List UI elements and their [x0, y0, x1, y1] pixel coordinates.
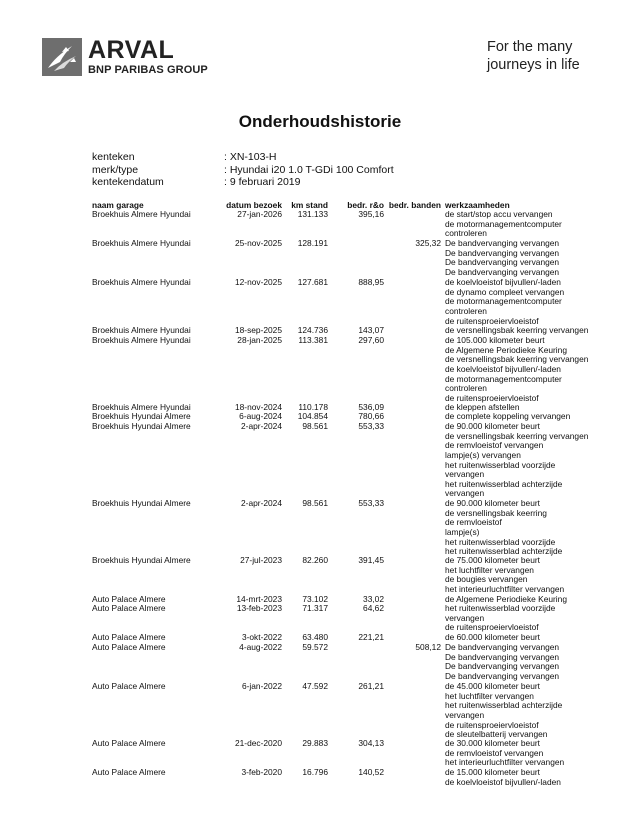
cell-work-line: de koelvloeistof bijvullen/-laden — [445, 277, 561, 287]
cell-work-line: De bandvervanging vervangen — [445, 266, 560, 277]
cell-km: 110.178 — [298, 402, 328, 412]
cell-km: 16.796 — [302, 767, 328, 777]
cell-work-line: de versnellingsbak keerring vervangen — [445, 430, 589, 441]
cell-ro: 536,09 — [358, 402, 384, 412]
cell-work-line: de 45.000 kilometer beurt — [445, 681, 540, 691]
cell-date: 6-aug-2024 — [239, 411, 282, 421]
cell-garage: Broekhuis Almere Hyundai — [92, 402, 191, 412]
vehicle-info-label: kenteken — [92, 151, 135, 163]
cell-work-line: de dynamo compleet vervangen — [445, 286, 565, 297]
cell-date: 27-jan-2026 — [237, 209, 282, 219]
cell-work-line: lampje(s) — [445, 526, 480, 537]
cell-work-line: de remvloeistof — [445, 517, 502, 528]
cell-km: 73.102 — [302, 594, 328, 604]
vehicle-info-label: merk/type — [92, 163, 139, 176]
cell-km: 124.736 — [297, 325, 328, 335]
cell-work-line: de bougies vervangen — [445, 574, 528, 585]
vehicle-info-value: : XN-103-H — [224, 151, 277, 163]
column-header-km: km stand — [291, 200, 328, 210]
cell-work-line: de koelvloeistof bijvullen/-laden — [445, 363, 561, 374]
cell-ro: 297,60 — [358, 335, 384, 345]
cell-work-line: lampje(s) vervangen — [445, 449, 521, 460]
cell-work-line: het luchtfilter vervangen — [445, 690, 534, 701]
brand-subtitle: BNP PARIBAS GROUP — [88, 64, 208, 76]
cell-work-line: de 75.000 kilometer beurt — [445, 555, 540, 565]
brand-name: ARVAL — [88, 36, 175, 64]
column-header-garage: naam garage — [92, 200, 144, 210]
cell-ro: 64,62 — [363, 603, 384, 613]
cell-km: 29.883 — [302, 738, 328, 748]
cell-work-line: de motormanagementcomputer — [445, 218, 562, 229]
cell-work-line: de versnellingsbak keerring — [445, 507, 547, 518]
cell-ro: 33,02 — [363, 594, 384, 604]
column-header-tires: bedr. banden — [388, 200, 441, 210]
cell-km: 128.191 — [297, 238, 328, 248]
cell-ro: 304,13 — [358, 738, 384, 748]
cell-ro: 140,52 — [358, 767, 384, 777]
cell-work-line: het ruitenwisserblad achterzijde — [445, 478, 563, 489]
cell-ro: 221,21 — [358, 632, 384, 642]
cell-work-line: De bandvervanging vervangen — [445, 661, 560, 672]
arval-logo — [42, 38, 208, 76]
cell-ro: 143,07 — [358, 325, 384, 335]
cell-work-line: vervangen — [445, 612, 485, 623]
cell-date: 14-mrt-2023 — [236, 594, 282, 604]
cell-work-line: de Algemene Periodieke Keuring — [445, 344, 567, 355]
cell-date: 4-aug-2022 — [239, 642, 282, 652]
cell-work-line: de 60.000 kilometer beurt — [445, 632, 540, 642]
cell-date: 18-sep-2025 — [234, 325, 282, 335]
cell-ro: 395,16 — [358, 209, 384, 219]
page-title: Onderhoudshistorie — [238, 112, 402, 131]
cell-garage: Auto Palace Almere — [92, 642, 166, 652]
cell-km: 47.592 — [302, 681, 328, 691]
vehicle-info-label: kentekendatum — [92, 176, 164, 188]
cell-km: 63.480 — [302, 632, 328, 642]
cell-km: 131.133 — [297, 209, 328, 219]
cell-tires: 325,32 — [415, 238, 441, 248]
cell-work-line: de motormanagementcomputer — [445, 296, 562, 307]
cell-garage: Auto Palace Almere — [92, 767, 166, 777]
cell-garage: Auto Palace Almere — [92, 738, 166, 748]
cell-date: 3-feb-2020 — [241, 767, 282, 777]
arval-birds-icon — [42, 38, 82, 76]
cell-garage: Broekhuis Hyundai Almere — [92, 555, 191, 565]
cell-work-line: de ruitensproeiervloeistof — [445, 315, 539, 326]
cell-garage: Broekhuis Almere Hyundai — [92, 325, 191, 335]
cell-work-line: vervangen — [445, 709, 485, 720]
cell-work-line: de kleppen afstellen — [445, 402, 520, 412]
cell-work-line: de remvloeistof vervangen — [445, 747, 544, 758]
cell-work-line: controleren — [445, 228, 487, 239]
cell-date: 28-jan-2025 — [237, 335, 282, 345]
cell-work-line: het interieurluchtfilter vervangen — [445, 583, 565, 594]
cell-work-line: De bandvervanging vervangen — [445, 247, 560, 258]
cell-km: 104.854 — [297, 411, 328, 421]
cell-work-line: de versnellingsbak keerring vervangen — [445, 325, 589, 335]
cell-date: 25-nov-2025 — [234, 238, 282, 248]
cell-work-line: controleren — [445, 305, 487, 316]
cell-garage: Auto Palace Almere — [92, 594, 166, 604]
cell-work-line: de 90.000 kilometer beurt — [445, 421, 540, 431]
cell-date: 18-nov-2024 — [234, 402, 282, 412]
cell-work-line: het ruitenwisserblad voorzijde — [445, 536, 556, 547]
cell-work-line: de koelvloeistof bijvullen/-laden — [445, 776, 561, 787]
cell-work-line: de 105.000 kilometer beurt — [445, 335, 545, 345]
cell-ro: 780,66 — [358, 411, 384, 421]
cell-work-line: de versnellingsbak keerring vervangen — [445, 354, 589, 365]
cell-garage: Broekhuis Hyundai Almere — [92, 411, 191, 421]
cell-work-line: de start/stop accu vervangen — [445, 209, 553, 219]
cell-garage: Auto Palace Almere — [92, 681, 166, 691]
tagline-line-2: journeys in life — [487, 57, 580, 73]
cell-garage: Broekhuis Hyundai Almere — [92, 498, 191, 508]
cell-work-line: de Algemene Periodieke Keuring — [445, 594, 567, 604]
cell-work-line: de motormanagementcomputer — [445, 373, 562, 384]
cell-work-line: De bandvervanging vervangen — [445, 651, 560, 662]
tagline-line-1: For the many — [487, 39, 573, 55]
cell-km: 59.572 — [302, 642, 328, 652]
cell-tires: 508,12 — [415, 642, 441, 652]
cell-km: 127.681 — [297, 277, 328, 287]
cell-work-line: de remvloeistof vervangen — [445, 440, 544, 451]
cell-work-line: vervangen — [445, 469, 485, 480]
cell-date: 2-apr-2024 — [241, 498, 282, 508]
cell-ro: 553,33 — [358, 421, 384, 431]
cell-garage: Broekhuis Almere Hyundai — [92, 209, 191, 219]
cell-date: 12-nov-2025 — [234, 277, 282, 287]
vehicle-info-value: : 9 februari 2019 — [224, 176, 301, 188]
cell-work-line: het ruitenwisserblad voorzijde — [445, 603, 556, 613]
cell-garage: Broekhuis Almere Hyundai — [92, 238, 191, 248]
cell-work-line: het ruitenwisserblad achterzijde — [445, 700, 563, 711]
column-header-ro: bedr. r&o — [347, 200, 384, 210]
cell-date: 21-dec-2020 — [234, 738, 282, 748]
cell-ro: 391,45 — [358, 555, 384, 565]
cell-ro: 261,21 — [358, 681, 384, 691]
cell-work-line: het luchtfilter vervangen — [445, 564, 534, 575]
cell-ro: 888,95 — [358, 277, 384, 287]
cell-garage: Broekhuis Almere Hyundai — [92, 335, 191, 345]
cell-km: 98.561 — [302, 421, 328, 431]
cell-garage: Broekhuis Hyundai Almere — [92, 421, 191, 431]
cell-date: 13-feb-2023 — [236, 603, 282, 613]
cell-work-line: De bandvervanging vervangen — [445, 642, 560, 652]
cell-work-line: de complete koppeling vervangen — [445, 411, 571, 421]
cell-work-line: controleren — [445, 383, 487, 394]
cell-work-line: de ruitensproeiervloeistof — [445, 622, 539, 633]
cell-date: 2-apr-2024 — [241, 421, 282, 431]
cell-km: 71.317 — [302, 603, 328, 613]
cell-garage: Broekhuis Almere Hyundai — [92, 277, 191, 287]
cell-km: 113.381 — [298, 335, 328, 345]
cell-work-line: het ruitenwisserblad voorzijde — [445, 459, 556, 470]
cell-work-line: De bandvervanging vervangen — [445, 257, 560, 268]
cell-km: 98.561 — [302, 498, 328, 508]
cell-work-line: het interieurluchtfilter vervangen — [445, 757, 565, 768]
cell-work-line: vervangen — [445, 488, 485, 499]
tagline — [487, 38, 580, 74]
vehicle-info-value: : Hyundai i20 1.0 T-GDi 100 Comfort — [224, 163, 394, 176]
cell-garage: Auto Palace Almere — [92, 632, 166, 642]
cell-work-line: De bandvervanging vervangen — [445, 238, 560, 248]
cell-km: 82.260 — [302, 555, 328, 565]
cell-garage: Auto Palace Almere — [92, 603, 166, 613]
column-header-date: datum bezoek — [226, 200, 282, 210]
cell-work-line: de ruitensproeiervloeistof — [445, 392, 539, 403]
cell-date: 27-jul-2023 — [240, 555, 282, 565]
cell-date: 3-okt-2022 — [241, 632, 282, 642]
cell-work-line: de 15.000 kilometer beurt — [445, 767, 540, 777]
cell-date: 6-jan-2022 — [241, 681, 282, 691]
cell-ro: 553,33 — [358, 498, 384, 508]
column-header-work: werkzaamheden — [445, 200, 510, 210]
cell-work-line: de ruitensproeiervloeistof — [445, 719, 539, 730]
cell-work-line: de 90.000 kilometer beurt — [445, 498, 540, 508]
cell-work-line: de sleutelbatterij vervangen — [445, 729, 548, 740]
cell-work-line: het ruitenwisserblad achterzijde — [445, 546, 563, 557]
cell-work-line: De bandvervanging vervangen — [445, 670, 560, 681]
cell-work-line: de 30.000 kilometer beurt — [445, 738, 540, 748]
